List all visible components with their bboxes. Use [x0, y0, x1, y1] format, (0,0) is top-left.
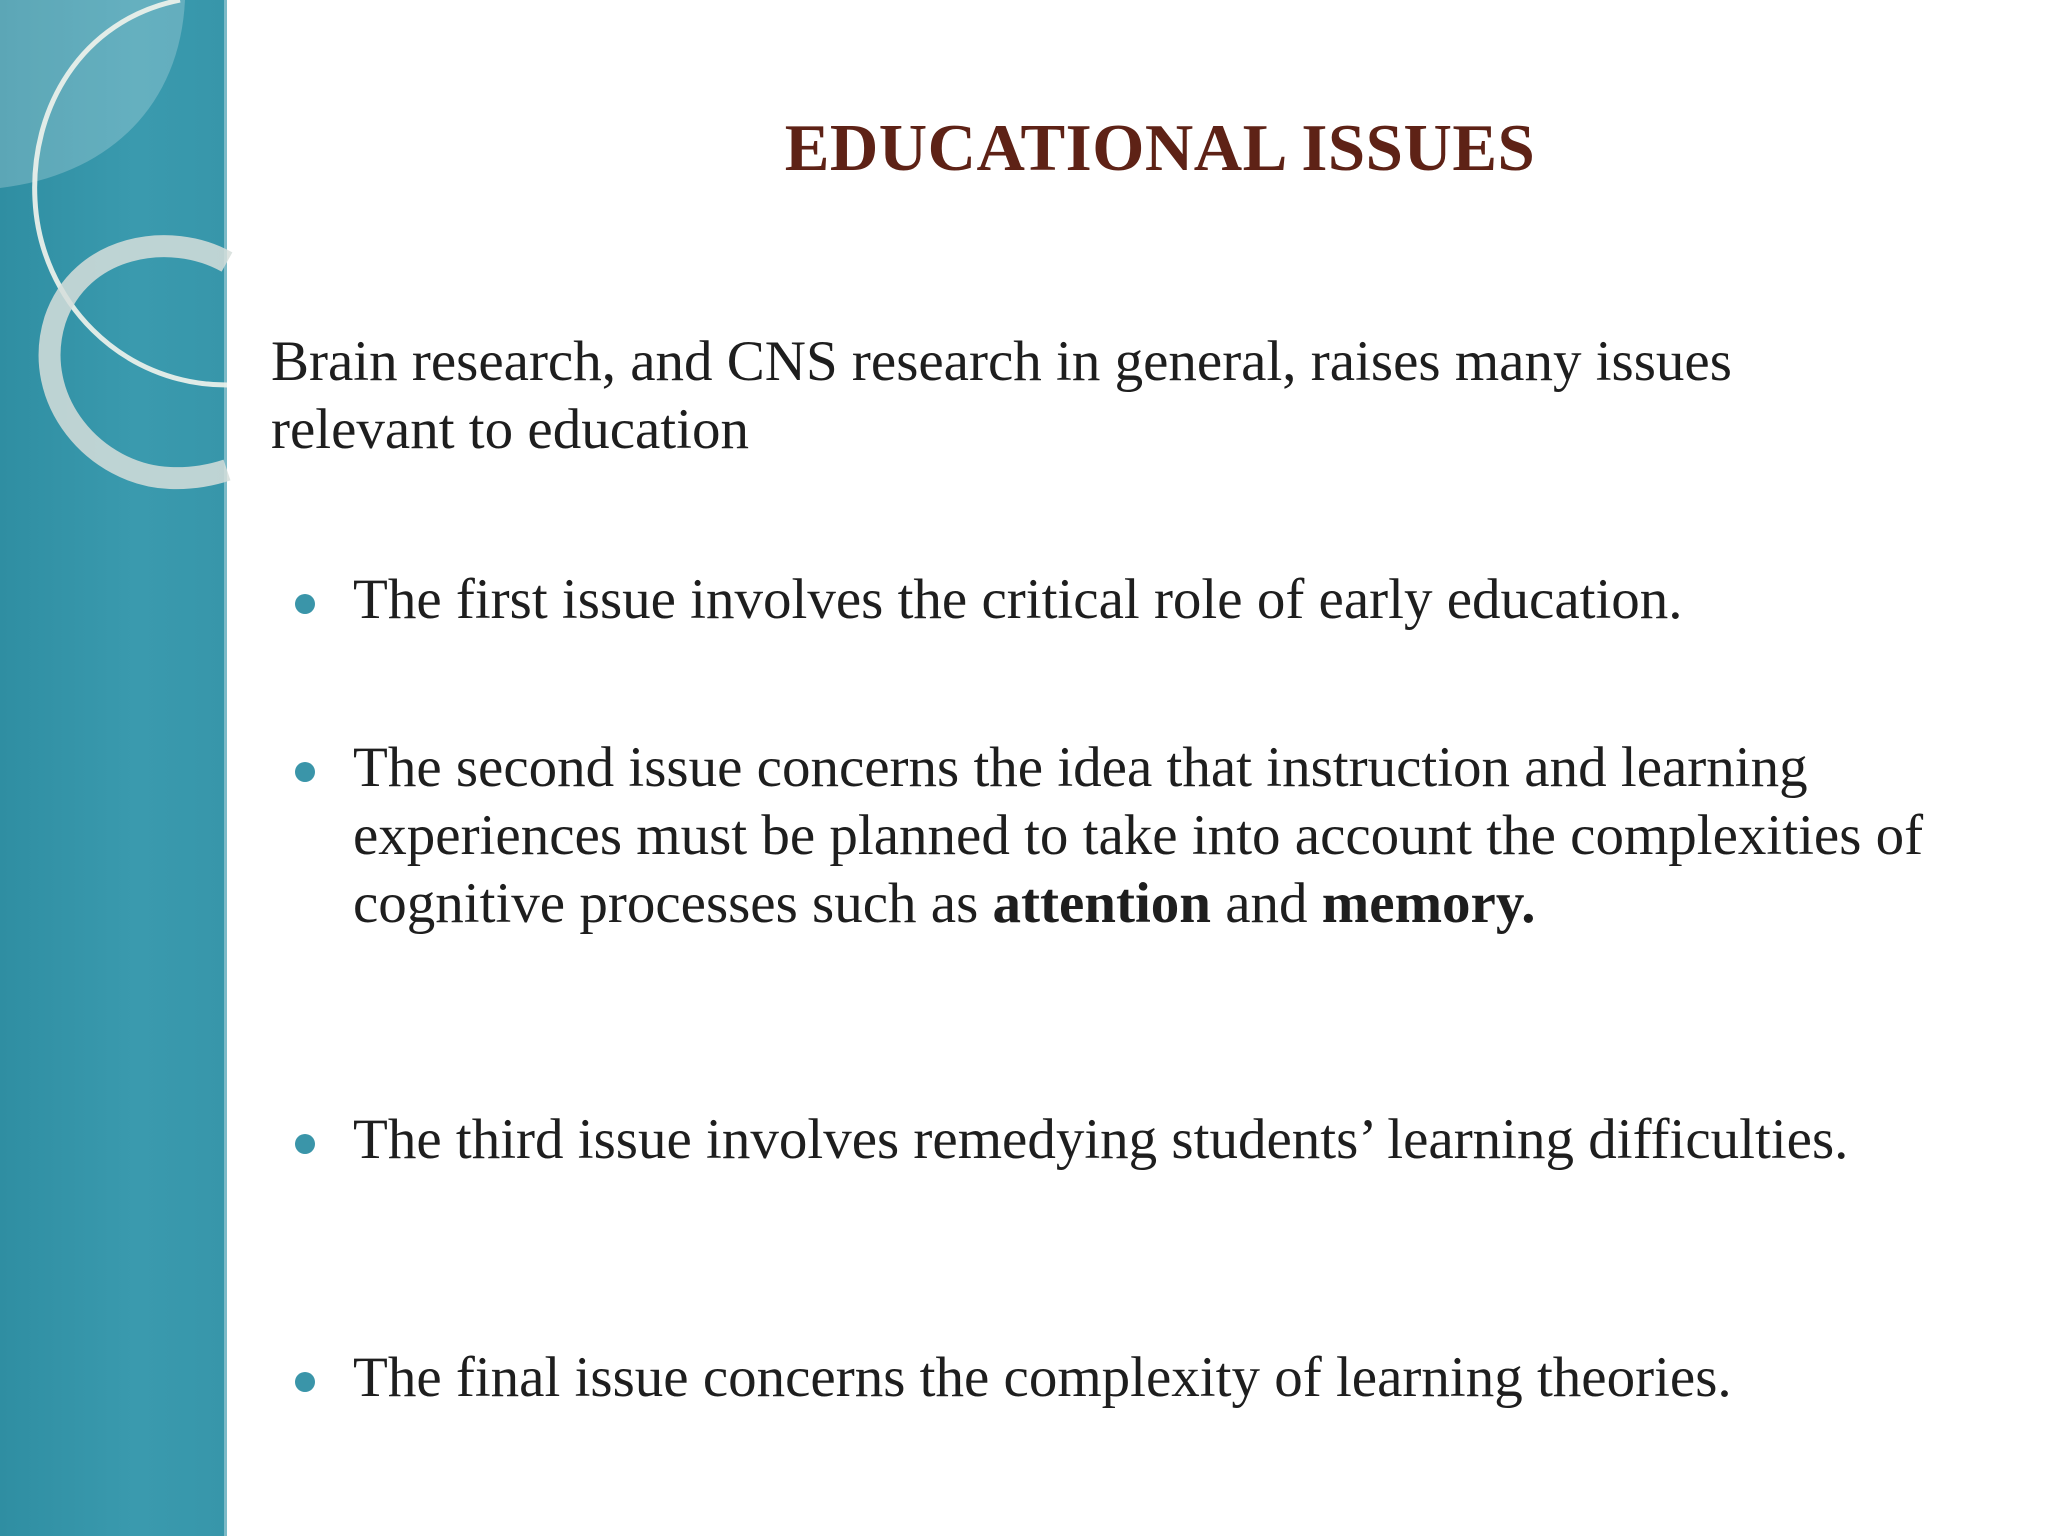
- bullet-item-learning-theories: [353, 1344, 1953, 1412]
- bullet-dot-icon: [295, 594, 315, 614]
- bold-term-memory: memory.: [1321, 872, 1536, 935]
- slide-title: EDUCATIONAL ISSUES: [784, 111, 1536, 185]
- bullet-item-early-education: [353, 566, 1953, 634]
- bullet-text-connector: and: [1210, 872, 1322, 935]
- bullet-dot-icon: [295, 762, 315, 782]
- bullet-item-learning-difficulties: [353, 1106, 1953, 1174]
- bullet-text: The final issue concerns the complexity of learning theories.: [353, 1346, 1732, 1409]
- bullet-text: The first issue involves the critical role of early education.: [353, 568, 1683, 631]
- bullet-dot-icon: [295, 1372, 315, 1392]
- bullet-dot-icon: [295, 1134, 315, 1154]
- bullet-text: The third issue involves remedying students’ learning difficulties.: [353, 1108, 1849, 1171]
- bullet-item-cognitive-processes: [353, 734, 1953, 938]
- bullet-text: The second issue concerns the idea that instruction and learning experiences must be planned to take into account the complexities of cognitive processes such as: [353, 736, 1924, 935]
- intro-paragraph: Brain research, and CNS research in general, raises many issues relevant to education: [271, 330, 1732, 461]
- bold-term-attention: attention: [992, 872, 1211, 935]
